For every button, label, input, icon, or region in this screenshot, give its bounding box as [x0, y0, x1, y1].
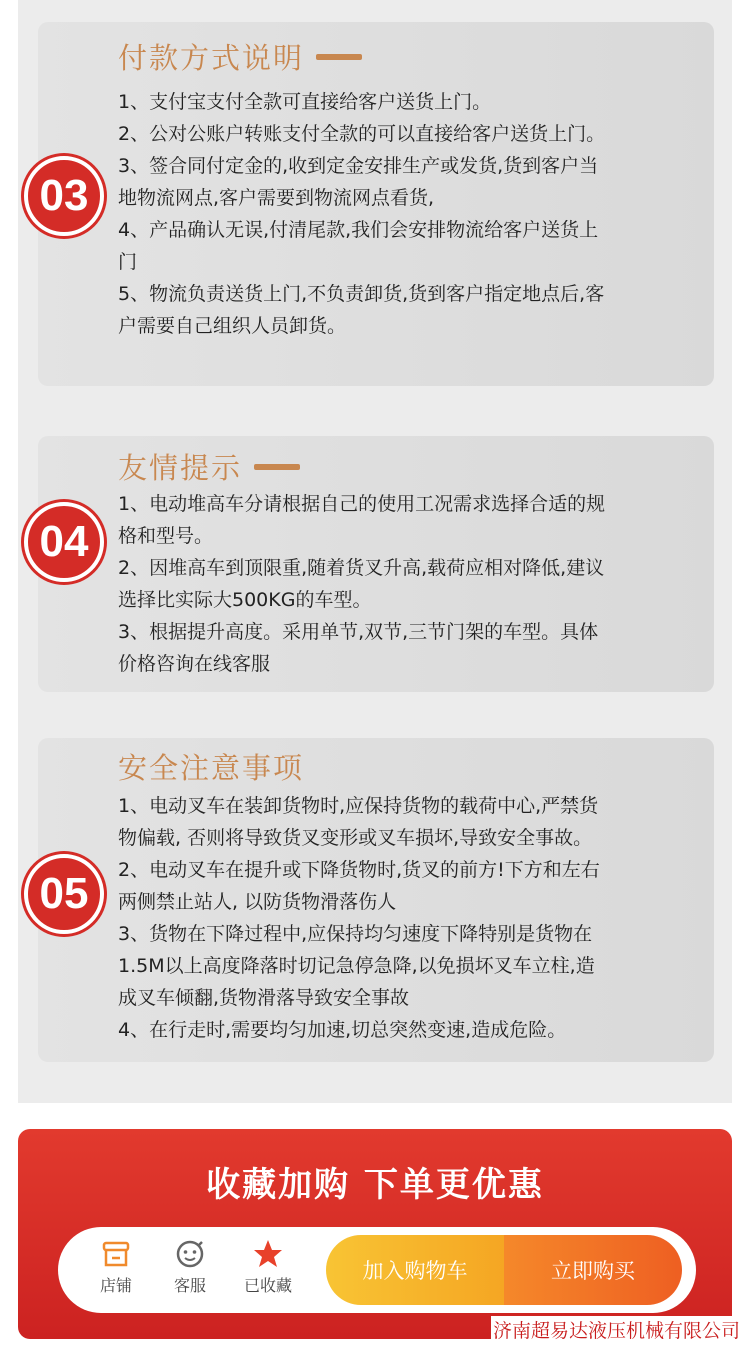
action-bar [58, 1227, 696, 1313]
line: 2、因堆高车到顶限重,随着货叉升高,载荷应相对降低,建议 [118, 557, 605, 579]
section-title: 付款方式说明 [118, 36, 362, 77]
company-name: 济南超易达液压机械有限公司 [491, 1316, 742, 1343]
section-number-badge: 03 [24, 156, 104, 236]
line: 5、物流负责送货上门,不负责卸货,货到客户指定地点后,客 [118, 283, 605, 305]
line: 选择比实际大500KG的车型。 [118, 589, 372, 611]
add-to-cart-button[interactable]: 加入购物车 [326, 1235, 504, 1305]
purchase-footer [18, 1129, 732, 1339]
line: 3、货物在下降过程中,应保持均匀速度下降特别是货物在 [118, 923, 593, 945]
line: 地物流网点,客户需要到物流网点看货, [118, 187, 435, 209]
line: 成叉车倾翻,货物滑落导致安全事故 [118, 987, 410, 1009]
line: 价格咨询在线客服 [118, 653, 271, 675]
store-label: 店铺 [99, 1276, 132, 1295]
section-lines [118, 488, 708, 680]
promo-banner: 收藏加购 下单更优惠 [206, 1165, 544, 1205]
star-icon [251, 1237, 285, 1271]
buy-now-button[interactable]: 立即购买 [504, 1235, 682, 1305]
line: 户需要自己组织人员卸货。 [118, 315, 347, 337]
customer-service-label: 客服 [173, 1276, 206, 1295]
title-dash [254, 464, 300, 470]
favorite-label: 已收藏 [243, 1276, 292, 1295]
section-number-badge: 04 [24, 502, 104, 582]
tips-section [38, 436, 714, 692]
line: 门 [118, 251, 138, 273]
line: 1.5M以上高度降落时切记急停急降,以免损坏叉车立柱,造 [118, 955, 595, 977]
line: 1、电动堆高车分请根据自己的使用工况需求选择合适的规 [118, 493, 606, 515]
line: 格和型号。 [118, 525, 214, 547]
section-lines [118, 86, 708, 342]
line: 1、支付宝支付全款可直接给客户送货上门。 [118, 91, 492, 113]
section-number-badge: 05 [24, 854, 104, 934]
line: 1、电动叉车在装卸货物时,应保持货物的载荷中心,严禁货 [118, 795, 599, 817]
line: 2、公对公账户转账支付全款的可以直接给客户送货上门。 [118, 123, 606, 145]
store-icon [99, 1237, 133, 1271]
payment-section [38, 22, 714, 386]
favorite-button[interactable] [238, 1237, 298, 1296]
section-title: 安全注意事项 [118, 751, 305, 785]
line: 两侧禁止站人, 以防货物滑落伤人 [118, 891, 397, 913]
line: 2、电动叉车在提升或下降货物时,货叉的前方!下方和左右 [118, 859, 600, 881]
customer-service-button[interactable] [160, 1237, 220, 1296]
line: 3、签合同付定金的,收到定金安排生产或发货,货到客户当 [118, 155, 599, 177]
section-lines [118, 790, 708, 1046]
title-dash [316, 54, 362, 60]
section-title: 友情提示 [118, 446, 300, 487]
store-button[interactable] [86, 1237, 146, 1296]
customer-service-icon [173, 1237, 207, 1271]
safety-section [38, 738, 714, 1062]
line: 4、产品确认无误,付清尾款,我们会安排物流给客户送货上 [118, 219, 599, 241]
line: 物偏载, 否则将导致货叉变形或叉车损坏,导致安全事故。 [118, 827, 593, 849]
line: 4、在行走时,需要均匀加速,切总突然变速,造成危险。 [118, 1019, 567, 1041]
line: 3、根据提升高度。采用单节,双节,三节门架的车型。具体 [118, 621, 599, 643]
